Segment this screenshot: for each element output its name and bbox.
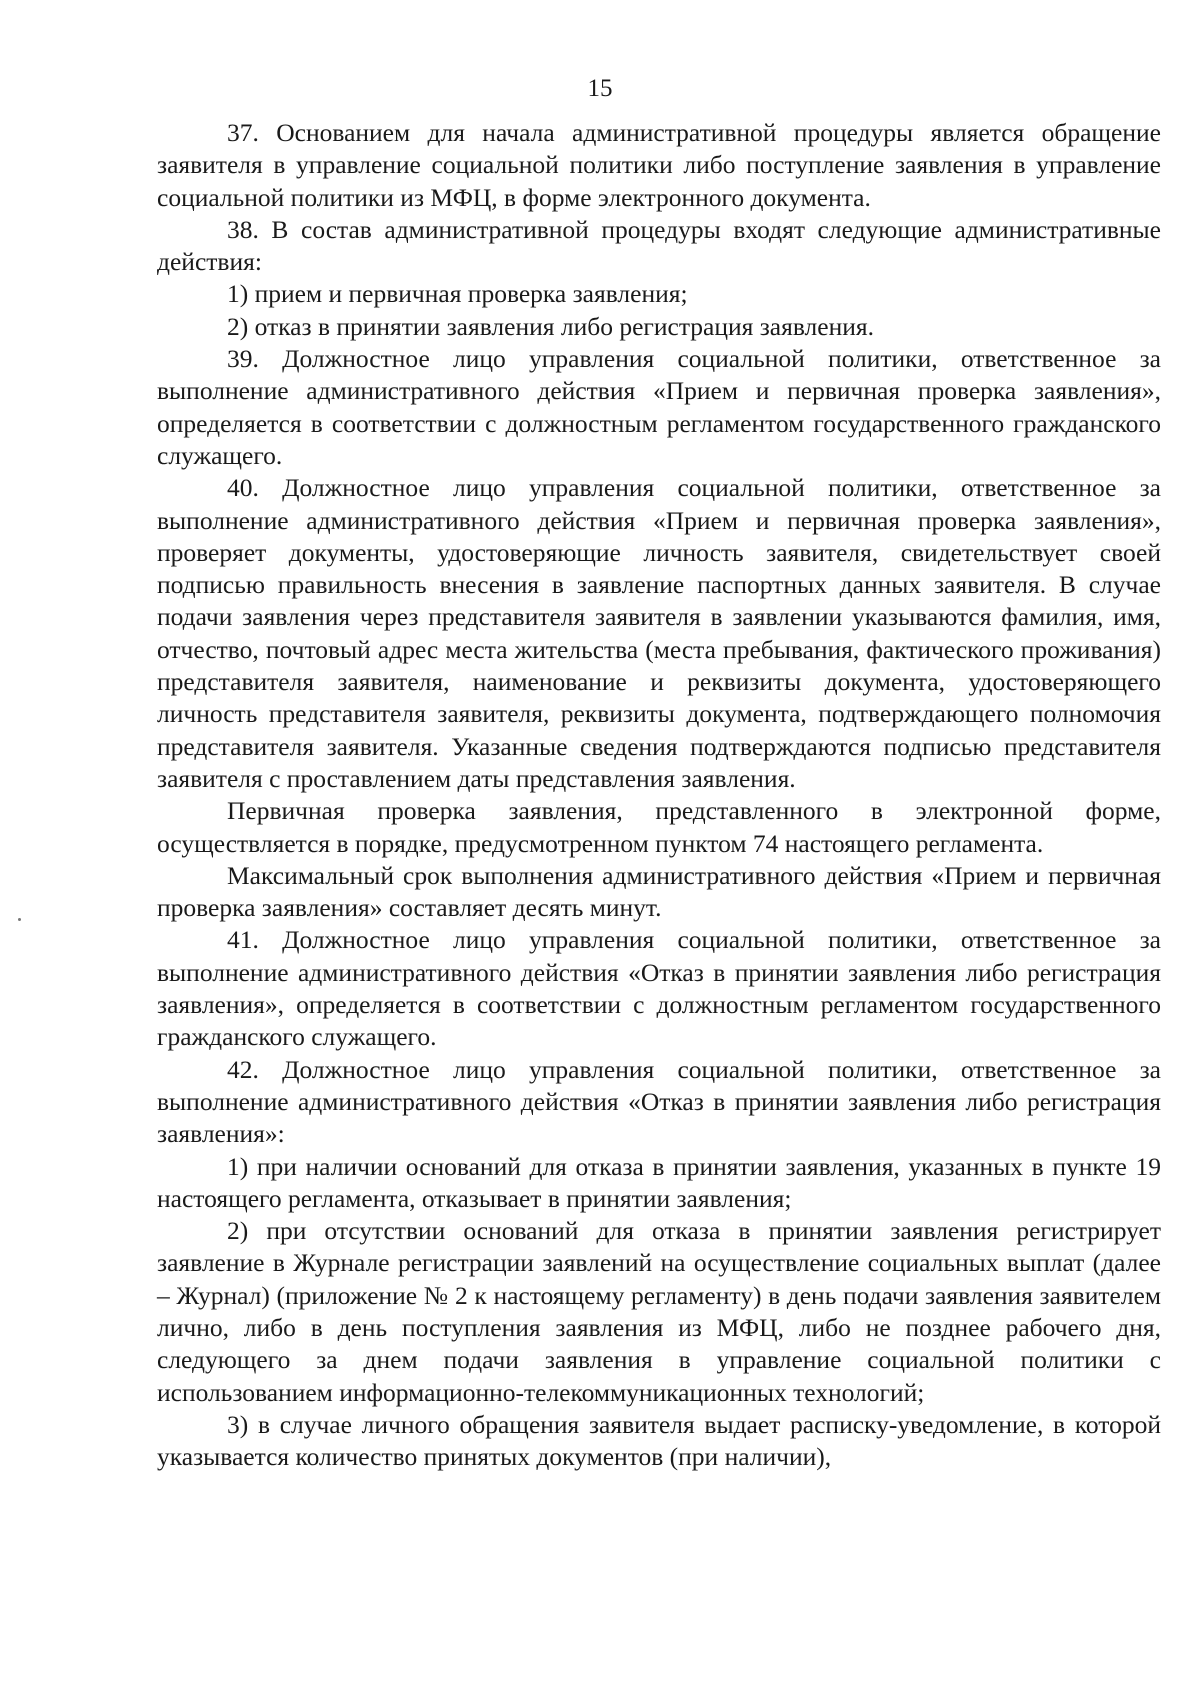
list-item-42-1: 1) при наличии оснований для отказа в принятии заявления, указанных в пункте 19 настоящего регламента, отказывает в принятии заявления; — [157, 1151, 1161, 1213]
paragraph-40: 40. Должностное лицо управления социальной политики, ответственное за выполнение административного действия «Прием и первичная проверка заявления», проверяет документы, удостоверяющие личность заявителя, свидетельствует своей подписью правильность внесения в заявление паспортных данных заявителя. В случае подачи заявления через представителя заявителя в заявлении указываются фамилия, имя, отчество, почтовый адрес места жительства (места пребывания, фактического проживания) представителя заявителя, наименование и реквизиты документа, удостоверяющего личность представителя заявителя, реквизиты документа, подтверждающего полномочия представителя заявителя. Указанные сведения подтверждаются подписью представителя заявителя с проставлением даты представления заявления. — [157, 473, 1161, 793]
page-number: 15 — [587, 75, 613, 102]
document-body — [157, 117, 1161, 1473]
list-item-38-2: 2) отказ в принятии заявления либо регистрация заявления. — [227, 311, 875, 341]
paragraph-38: 38. В состав административной процедуры входят следующие административные действия: — [157, 214, 1161, 277]
list-item-42-2: 2) при отсутствии оснований для отказа в принятии заявления регистрирует заявление в Журнале регистрации заявлений на осуществление социальных выплат (далее – Журнал) (приложение № 2 к настоящему регламенту) в день подачи заявления заявителем лично, либо в день поступления заявления из МФЦ, либо не позднее рабочего дня, следующего за днем подачи заявления в управление социальной политики с использованием информационно-телекоммуникационных технологий; — [157, 1216, 1161, 1407]
paragraph-40-check: Первичная проверка заявления, представленного в электронной форме, осуществляется в порядке, предусмотренном пунктом 74 настоящего регламента. — [157, 796, 1161, 858]
paragraph-41: 41. Должностное лицо управления социальной политики, ответственное за выполнение административного действия «Отказ в принятии заявления либо регистрация заявления», определяется в соответствии с должностным регламентом государственного гражданского служащего. — [157, 925, 1161, 1052]
list-item-42-3: 3) в случае личного обращения заявителя выдает расписку-уведомление, в которой указывается количество принятых документов (при наличии), — [157, 1409, 1161, 1472]
list-item-38-1: 1) прием и первичная проверка заявления; — [227, 279, 688, 309]
paragraph-40-max-time: Максимальный срок выполнения административного действия «Прием и первичная проверка заявления» составляет десять минут. — [157, 860, 1161, 923]
paragraph-42: 42. Должностное лицо управления социальной политики, ответственное за выполнение административного действия «Отказ в принятии заявления либо регистрация заявления»: — [157, 1054, 1161, 1149]
scan-speck — [18, 918, 21, 921]
paragraph-39: 39. Должностное лицо управления социальной политики, ответственное за выполнение административного действия «Прием и первичная проверка заявления», определяется в соответствии с должностным регламентом государственного гражданского служащего. — [157, 344, 1161, 470]
paragraph-37: 37. Основанием для начала административной процедуры является обращение заявителя в управление социальной политики либо поступление заявления в управление социальной политики из МФЦ, в форме электронного документа. — [157, 118, 1161, 212]
